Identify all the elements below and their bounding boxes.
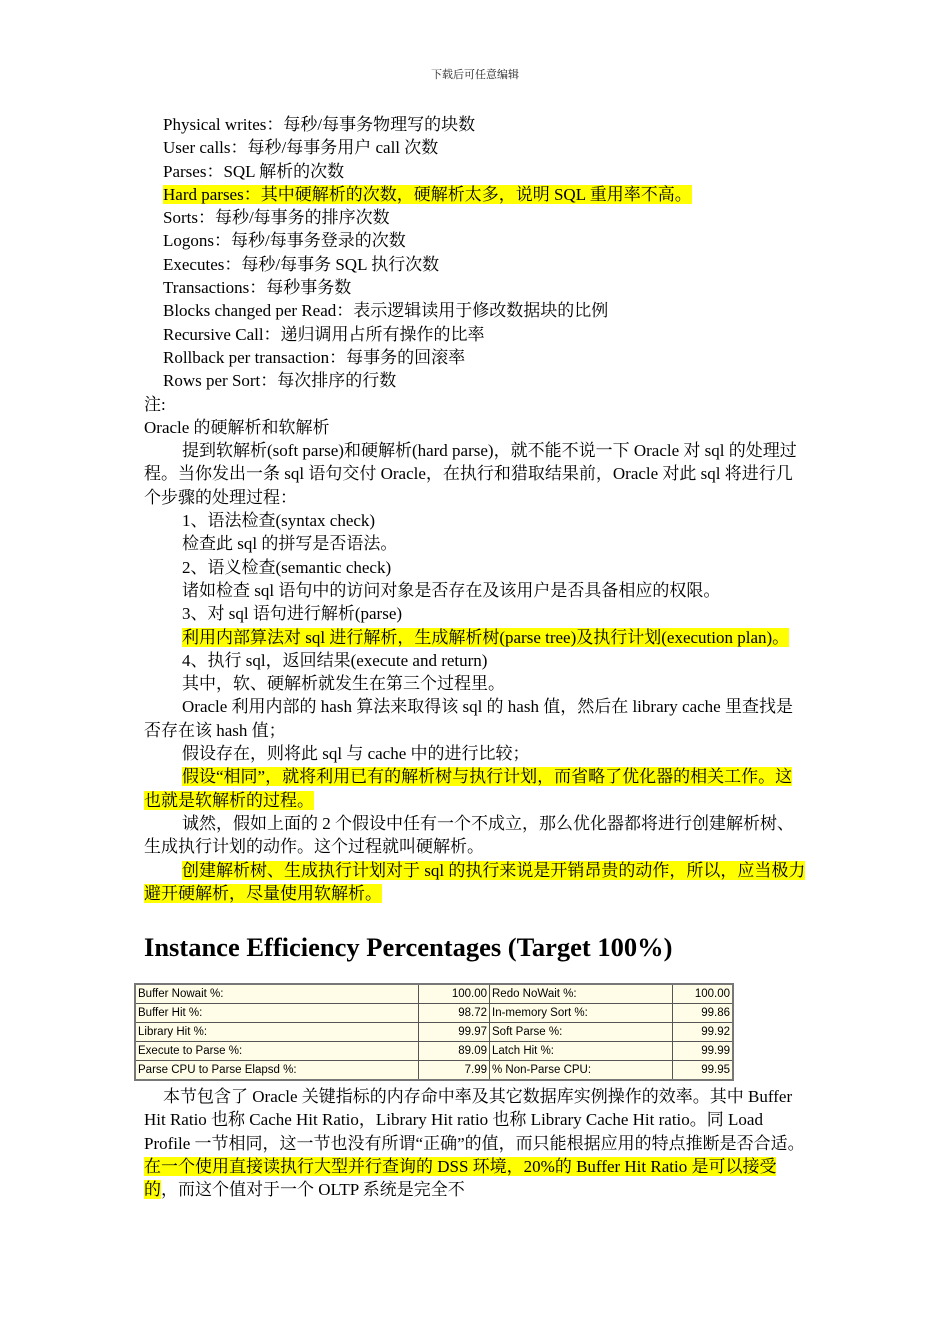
stat-item [144, 136, 806, 159]
metric-value: 99.86 [673, 1004, 734, 1023]
page-header: 下载后可任意编辑 [431, 69, 519, 81]
step-1: 1、语法检查(syntax check) [182, 511, 376, 531]
stat-text: Parses：SQL 解析的次数 [163, 161, 345, 181]
closing-paragraph [144, 1085, 806, 1201]
stat-item [144, 299, 806, 322]
stat-text: User calls：每秒/每事务用户 call 次数 [163, 138, 439, 158]
paragraph-3: 假设存在，则将此 sql 与 cache 中的进行比较； [182, 744, 530, 764]
closing-text: 本节包含了 Oracle 关键指标的内存命中率及其它数据库实例操作的效率。其中 Buffer Hit Ratio 也称 Cache Hit Ratio，Library Hit ratio 也称 Library Cache Hit ratio。同 Load Profile 一节相同，这一节也没有所谓“正确”的值，而只能根据应用的特点推断是否合适。 [144, 1087, 805, 1153]
note-title: Oracle 的硬解析和软解析 [144, 417, 330, 437]
stat-text: Blocks changed per Read：表示逻辑读用于修改数据块的比例 [163, 301, 609, 321]
metric-value: 89.09 [419, 1042, 490, 1061]
metric-label: % Non-Parse CPU: [490, 1061, 673, 1081]
metric-value: 100.00 [673, 984, 734, 1004]
table-row [135, 1061, 733, 1081]
statistics-list [144, 113, 806, 393]
metric-label: Parse CPU to Parse Elapsd %: [135, 1061, 419, 1081]
stat-item [144, 253, 806, 276]
step-3-desc [144, 626, 806, 649]
stat-text: Hard parses：其中硬解析的次数，硬解析太多，说明 SQL 重用率不高。 [163, 184, 692, 204]
metric-label: Soft Parse %: [490, 1023, 673, 1042]
step-3-desc-text: 利用内部算法对 sql 进行解析，生成解析树(parse tree)及执行计划(execution plan)。 [182, 627, 790, 647]
paragraph-5: 诚然，假如上面的 2 个假设中任有一个不成立，那么优化器都将进行创建解析树、生成执行计划的动作。这个过程就叫硬解析。 [144, 813, 794, 857]
stat-item [144, 346, 806, 369]
stat-item [144, 113, 806, 136]
metric-value: 7.99 [419, 1061, 490, 1081]
stat-text: Rollback per transaction：每事务的回滚率 [163, 347, 466, 367]
paragraph-2: Oracle 利用内部的 hash 算法来取得该 sql 的 hash 值，然后在 library cache 里查找是否存在该 hash 值； [144, 697, 793, 740]
step-2-desc: 诸如检查 sql 语句中的访问对象是否存在及该用户是否具备相应的权限。 [182, 580, 721, 600]
metric-value: 98.72 [419, 1004, 490, 1023]
table-row [135, 984, 733, 1004]
metric-value: 99.92 [673, 1023, 734, 1042]
note-label: 注: [144, 394, 166, 414]
closing-tail: ，而这个值对于一个 OLTP 系统是完全不 [161, 1180, 465, 1200]
stat-item [144, 160, 806, 183]
stat-item [144, 206, 806, 229]
metric-label: Redo NoWait %: [490, 984, 673, 1004]
stat-text: Recursive Call：递归调用占所有操作的比率 [163, 324, 485, 344]
step-4: 4、执行 sql，返回结果(execute and return) [182, 650, 488, 670]
metric-value: 100.00 [419, 984, 490, 1004]
paragraph-6-text: 创建解析树、生成执行计划对于 sql 的执行来说是开销昂贵的动作，所以，应当极力避开硬解析，尽量使用软解析。 [144, 860, 806, 903]
section-title: Instance Efficiency Percentages (Target 100%) [144, 932, 673, 963]
step-1-desc: 检查此 sql 的拼写是否语法。 [182, 534, 398, 554]
stat-text: Logons：每秒/每事务登录的次数 [163, 231, 406, 251]
stat-text: Executes：每秒/每事务 SQL 执行次数 [163, 254, 440, 274]
metric-label: Buffer Nowait %: [135, 984, 419, 1004]
metric-label: In-memory Sort %: [490, 1004, 673, 1023]
stat-item [144, 183, 806, 206]
stat-text: Physical writes：每秒/每事务物理写的块数 [163, 115, 476, 134]
closing-highlight: 在一个使用直接读执行大型并行查询的 DSS 环境，20%的 Buffer Hit Ratio 是可以接受的 [144, 1156, 777, 1200]
step-2: 2、语义检查(semantic check) [182, 557, 392, 577]
paragraph-1: 其中，软、硬解析就发生在第三个过程里。 [182, 674, 505, 694]
stat-text: Transactions：每秒事务数 [163, 278, 352, 298]
stat-text: Sorts：每秒/每事务的排序次数 [163, 208, 390, 228]
stat-text: Rows per Sort：每次排序的行数 [163, 371, 397, 391]
note-intro: 提到软解析(soft parse)和硬解析(hard parse)，就不能不说一下 Oracle 对 sql 的处理过程。当你发出一条 sql 语句交付 Oracle，在执行和猎取结果前，Oracle 对此 sql 将进行几个步骤的处理过程： [144, 441, 797, 507]
stat-item [144, 369, 806, 392]
efficiency-table [134, 983, 734, 1081]
metric-label: Library Hit %: [135, 1023, 419, 1042]
metric-label: Execute to Parse %: [135, 1042, 419, 1061]
paragraph-4-text: 假设“相同”，就将利用已有的解析树与执行计划，而省略了优化器的相关工作。这也就是软解析的过程。 [144, 767, 793, 810]
stat-item [144, 229, 806, 252]
paragraph-6 [144, 859, 806, 906]
metric-label: Latch Hit %: [490, 1042, 673, 1061]
metric-value: 99.99 [673, 1042, 734, 1061]
table-row [135, 1023, 733, 1042]
stat-item [144, 323, 806, 346]
table-row [135, 1004, 733, 1023]
stat-item [144, 276, 806, 299]
metric-value: 99.97 [419, 1023, 490, 1042]
metric-label: Buffer Hit %: [135, 1004, 419, 1023]
metric-value: 99.95 [673, 1061, 734, 1081]
step-3: 3、对 sql 语句进行解析(parse) [182, 604, 403, 624]
paragraph-4 [144, 765, 806, 812]
document-body [138, 113, 806, 1202]
table-row [135, 1042, 733, 1061]
